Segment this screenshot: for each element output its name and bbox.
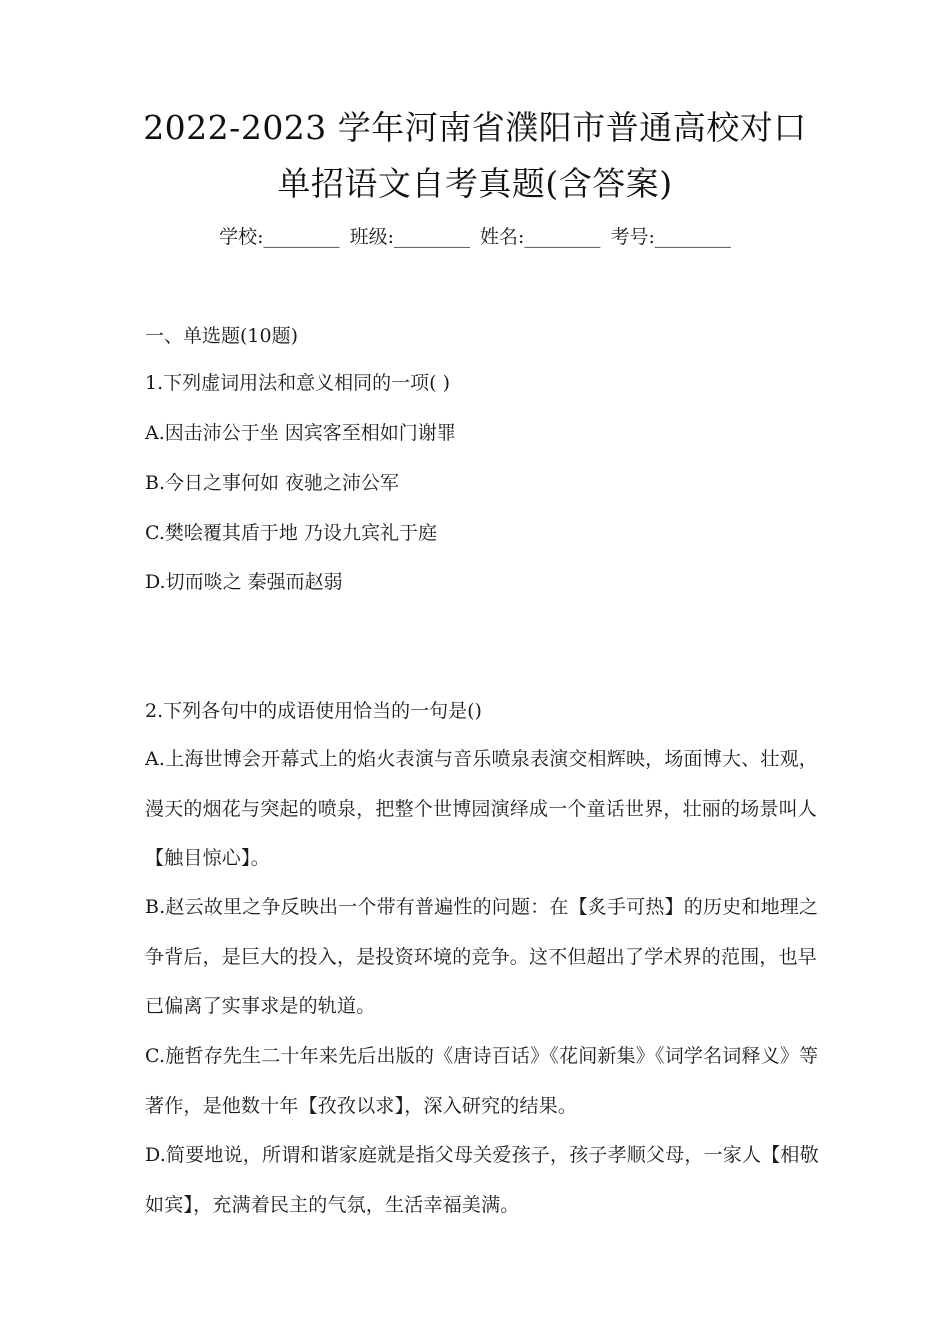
question-2-option-c: C.施哲存先生二十年来先后出版的《唐诗百话》《花间新集》《词学名词释义》等著作，是他数十年【孜孜以求】，深入研究的结果。: [145, 1045, 819, 1117]
school-field: 学校:________: [219, 226, 340, 248]
title-line-1: 2022-2023 学年河南省濮阳市普通高校对口: [143, 108, 807, 147]
question-1-option-a: A.因击沛公于坐 因宾客至相如门谢罪: [145, 422, 456, 444]
exam-number-field: 考号:________: [610, 226, 731, 248]
question-2-option-d: D.简要地说，所谓和谐家庭就是指父母关爱孩子，孩子孝顺父母，一家人【相敬如宾】，充满着民主的气氛，生活幸福美满。: [145, 1144, 819, 1216]
class-field: 班级:________: [349, 226, 470, 248]
question-1-option-b: B.今日之事何如 夜驰之沛公军: [145, 472, 400, 494]
question-1-option-c: C.樊哙覆其盾于地 乃设九宾礼于庭: [145, 522, 437, 544]
question-1-stem: 1.下列虚词用法和意义相同的一项( ): [145, 372, 450, 394]
question-1-option-d: D.切而啖之 秦强而赵弱: [145, 571, 343, 593]
question-2-stem: 2.下列各句中的成语使用恰当的一句是(): [145, 700, 482, 722]
question-2-option-b: B.赵云故里之争反映出一个带有普遍性的问题：在【炙手可热】的历史和地理之争背后，是巨大的投入，是投资环境的竞争。这不但超出了学术界的范围，也早已偏离了实事求是的轨道。: [145, 896, 819, 1017]
title-line-2: 单招语文自考真题(含答案): [277, 164, 673, 203]
question-2-option-a: A.上海世博会开幕式上的焰火表演与音乐喷泉表演交相辉映，场面博大、壮观，漫天的烟花与突起的喷泉，把整个世博园演绎成一个童话世界，壮丽的场景叫人【触目惊心】。: [145, 748, 818, 869]
name-field: 姓名:________: [480, 226, 601, 248]
document-title: [0, 100, 950, 212]
student-info-line: [0, 222, 950, 252]
section-heading: 一、单选题(10题): [145, 325, 299, 347]
